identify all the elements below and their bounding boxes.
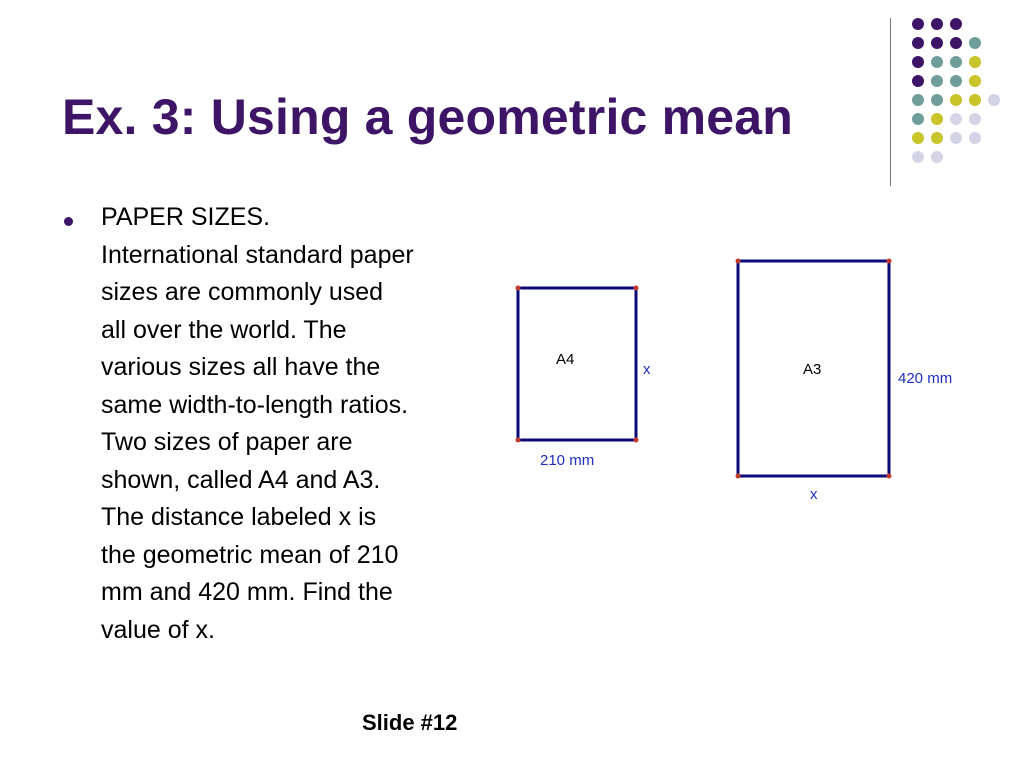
- a4-rectangle: [518, 288, 636, 440]
- problem-text-line: Two sizes of paper are: [101, 428, 353, 456]
- a4-vertex: [634, 286, 639, 291]
- a3-vertex: [736, 259, 741, 264]
- a3-sheet: [736, 259, 953, 504]
- a3-vertex: [887, 259, 892, 264]
- problem-text-line: mm and 420 mm. Find the: [101, 578, 393, 606]
- slide-title: Ex. 3: Using a geometric mean: [62, 89, 794, 145]
- problem-text-line: The distance labeled x is: [101, 503, 377, 531]
- a4-bottom-label: 210 mm: [540, 452, 595, 469]
- a3-vertex: [736, 474, 741, 479]
- a4-sheet: [516, 286, 652, 470]
- a4-name-label: A4: [556, 351, 575, 368]
- a3-vertex: [887, 474, 892, 479]
- problem-text-line: all over the world. The: [101, 315, 347, 344]
- a4-side-label: x: [643, 361, 651, 378]
- problem-text-line: PAPER SIZES.: [101, 203, 271, 231]
- a3-side-label: 420 mm: [898, 370, 953, 387]
- a3-bottom-label: x: [810, 486, 818, 503]
- problem-text-line: sizes are commonly used: [101, 278, 384, 306]
- slide-number: Slide #12: [362, 710, 458, 735]
- problem-text-line: same width-to-length ratios.: [101, 390, 409, 419]
- a3-name-label: A3: [803, 361, 822, 378]
- problem-text-line: shown, called A4 and A3.: [101, 465, 381, 494]
- problem-text-line: value of x.: [101, 615, 215, 644]
- problem-text-line: the geometric mean of 210: [101, 540, 399, 569]
- a4-vertex: [516, 438, 521, 443]
- a4-vertex: [516, 286, 521, 291]
- a4-vertex: [634, 438, 639, 443]
- problem-text-line: various sizes all have the: [101, 353, 381, 381]
- problem-text-line: International standard paper: [101, 240, 414, 269]
